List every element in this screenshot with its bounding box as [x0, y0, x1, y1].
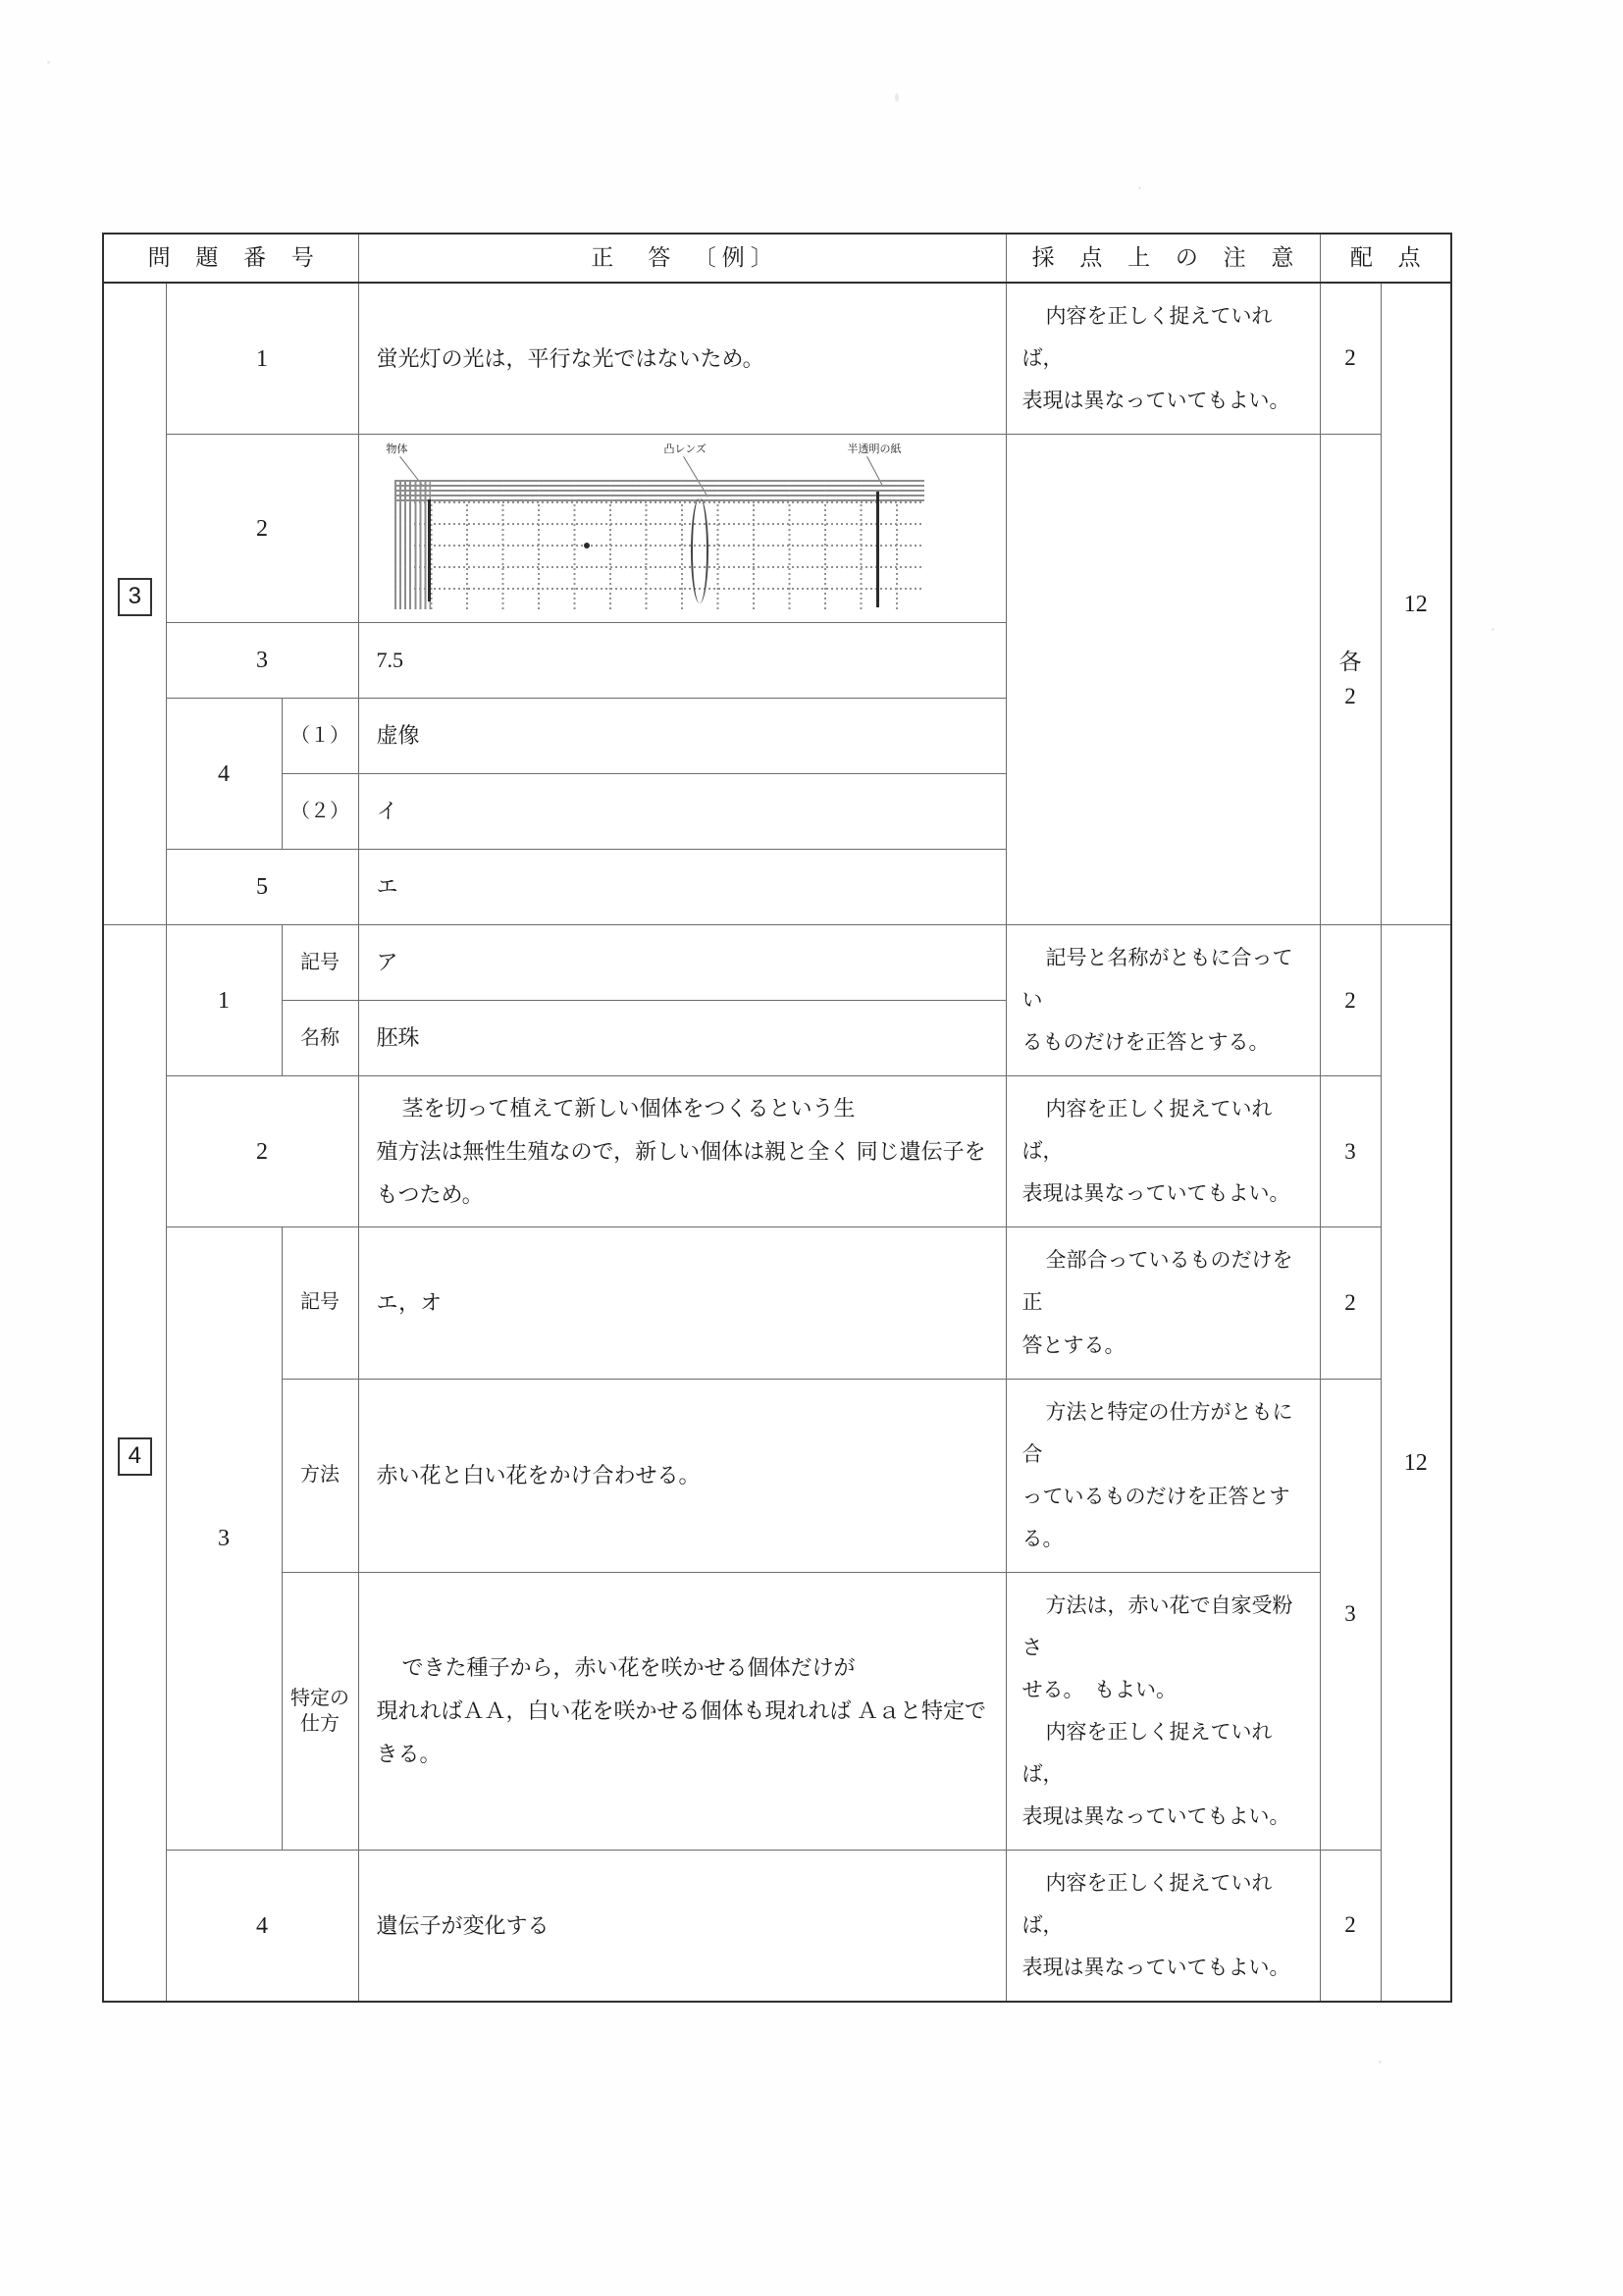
table-row	[103, 1227, 1451, 1379]
answer-cell	[358, 1572, 1006, 1850]
note-line-1: 内容を正しく捉えていれば，	[1021, 1871, 1273, 1938]
section-total-points: 12	[1381, 283, 1451, 925]
sub-question-label: 名称	[282, 1001, 358, 1076]
question-number: 4	[166, 1851, 358, 2003]
answer-text: ア	[376, 950, 398, 975]
points-cell: 2	[1320, 1227, 1381, 1379]
answer-text: 虚像	[376, 723, 420, 749]
answer-cell	[358, 1076, 1006, 1227]
sub-question-label: 記号	[282, 925, 358, 1001]
answer-line-1: できた種子から，赤い花を咲かせる個体だけが	[401, 1654, 856, 1680]
note-line-1: 全部合っているものだけを正	[1021, 1248, 1293, 1315]
answer-text: エ，オ	[376, 1289, 443, 1315]
figure-dotted-grid	[394, 480, 924, 609]
points-cell: 2	[1320, 925, 1381, 1076]
question-number: 2	[166, 1076, 358, 1227]
question-number: 3	[166, 1227, 282, 1851]
answer-cell	[358, 1851, 1006, 2003]
answer-key-table	[102, 233, 1452, 2003]
sub-question-label	[282, 1572, 358, 1850]
grading-note-cell	[1006, 1379, 1320, 1572]
note-line-1: 内容を正しく捉えていれば，	[1021, 1097, 1273, 1164]
table-row	[103, 1572, 1451, 1850]
grading-note-cell	[1006, 283, 1320, 435]
answer-line-1: 茎を切って植えて新しい個体をつくるという生	[401, 1095, 856, 1121]
grading-note-text	[1007, 1573, 1320, 1850]
grading-note-text	[1007, 925, 1320, 1075]
answer-line-2: 現れればＡＡ，白い花を咲かせる個体も現れれば	[376, 1697, 852, 1723]
answer-cell	[358, 623, 1006, 699]
note-line-1: 方法は，赤い花で自家受粉さ	[1021, 1592, 1293, 1659]
note-line-1: 内容を正しく捉えていれば，	[1021, 304, 1273, 371]
grading-note-cell	[1006, 1076, 1320, 1227]
sub-question-label: （２）	[282, 774, 358, 850]
lens-diagram	[387, 439, 946, 620]
points-cell: 3	[1320, 1379, 1381, 1850]
note-line-2: 表現は異なっていてもよい。	[1021, 389, 1290, 413]
answer-text	[359, 1077, 1006, 1226]
table-row	[103, 1851, 1451, 2003]
table-row	[103, 1076, 1451, 1227]
points-cell: 3	[1320, 1076, 1381, 1227]
points-each	[1321, 646, 1381, 713]
section-number-3: 3	[103, 283, 166, 925]
points-each-label: 各	[1338, 650, 1362, 675]
answer-cell	[358, 283, 1006, 435]
grading-note-text	[1007, 1076, 1320, 1226]
sub-question-label: （１）	[282, 699, 358, 774]
answer-line-2: 殖方法は無性生殖なので，新しい個体は親と全く	[376, 1138, 852, 1164]
header-points: 配 点	[1320, 234, 1451, 283]
header-question-no: 問 題 番 号	[103, 234, 358, 283]
sub-label-line-1: 特定の	[290, 1687, 349, 1709]
answer-cell	[358, 699, 1006, 774]
section-number-4: 4	[103, 925, 166, 2003]
points-cell: 2	[1320, 1851, 1381, 2003]
grading-note-cell-empty	[1006, 435, 1320, 925]
note-line-4: 表現は異なっていてもよい。	[1021, 1803, 1290, 1828]
table-row	[103, 283, 1451, 435]
answer-cell	[358, 1001, 1006, 1076]
answer-cell	[358, 1379, 1006, 1572]
question-number: 4	[166, 699, 282, 850]
answer-cell-figure	[358, 435, 1006, 623]
answer-text	[359, 1637, 1006, 1786]
sub-question-label: 方法	[282, 1379, 358, 1572]
section-total-points: 12	[1381, 925, 1451, 2003]
answer-text: イ	[376, 799, 398, 824]
sub-label-line-2: 仕方	[300, 1712, 340, 1735]
figure-convex-lens	[691, 497, 708, 603]
answer-key-sheet	[102, 233, 1452, 2003]
sub-question-label-stacked	[283, 1682, 358, 1741]
question-number: 1	[166, 925, 282, 1076]
figure-object-arrow	[428, 499, 431, 601]
answer-text: 7.5	[376, 648, 404, 673]
sub-question-label: 記号	[282, 1227, 358, 1379]
grading-note-text	[1007, 1851, 1320, 2001]
points-cell: 2	[1320, 283, 1381, 435]
points-each-value: 2	[1344, 683, 1356, 708]
grading-note-text	[1007, 1227, 1320, 1378]
figure-focal-point	[584, 543, 590, 548]
header-correct-answer: 正 答 〔例〕	[358, 234, 1006, 283]
figure-label-lens: 凸レンズ	[663, 444, 707, 456]
figure-label-object: 物体	[386, 444, 408, 456]
figure-translucent-paper	[876, 492, 879, 607]
table-row	[103, 925, 1451, 1001]
note-line-1: 方法と特定の仕方がともに合	[1021, 1399, 1293, 1466]
answer-cell	[358, 925, 1006, 1001]
grading-note-cell	[1006, 1572, 1320, 1850]
grading-note-cell	[1006, 1227, 1320, 1379]
table-row	[103, 1379, 1451, 1572]
answer-cell	[358, 1227, 1006, 1379]
question-number: 5	[166, 850, 358, 925]
points-cell-each	[1320, 435, 1381, 925]
answer-text: 赤い花と白い花をかけ合わせる。	[376, 1462, 701, 1487]
grading-note-text	[1007, 1380, 1320, 1572]
answer-text: エ	[376, 874, 398, 900]
note-line-2: 表現は異なっていてもよい。	[1021, 1956, 1290, 1980]
grading-note-cell	[1006, 1851, 1320, 2003]
note-line-3: 内容を正しく捉えていれば，	[1021, 1719, 1273, 1786]
table-row	[103, 435, 1451, 623]
question-number: 2	[166, 435, 358, 623]
note-line-2: っているものだけを正答とする。	[1021, 1484, 1290, 1550]
answer-cell	[358, 774, 1006, 850]
note-line-2: 表現は異なっていてもよい。	[1021, 1181, 1290, 1206]
figure-label-paper: 半透明の紙	[847, 444, 902, 456]
note-line-2: 答とする。	[1021, 1332, 1126, 1357]
question-number: 1	[166, 283, 358, 435]
answer-text: 遺伝子が変化する	[376, 1912, 550, 1938]
question-number: 3	[166, 623, 358, 699]
grading-note-cell	[1006, 925, 1320, 1076]
answer-text: 胚珠	[376, 1025, 420, 1051]
note-line-2: るものだけを正答とする。	[1021, 1030, 1270, 1055]
answer-cell	[358, 850, 1006, 925]
answer-text: 蛍光灯の光は，平行な光ではないため。	[376, 345, 764, 371]
answer-line-3: Ａａと特定できる。	[376, 1697, 987, 1766]
answer-line-3: 同じ遺伝子をもつため。	[376, 1138, 986, 1207]
grading-note-text	[1007, 284, 1320, 434]
note-line-1: 記号と名称がともに合ってい	[1021, 946, 1293, 1013]
header-grading-notes: 採 点 上 の 注 意	[1006, 234, 1320, 283]
table-header-row	[103, 234, 1451, 283]
note-line-2: せる。 もよい。	[1021, 1677, 1177, 1701]
